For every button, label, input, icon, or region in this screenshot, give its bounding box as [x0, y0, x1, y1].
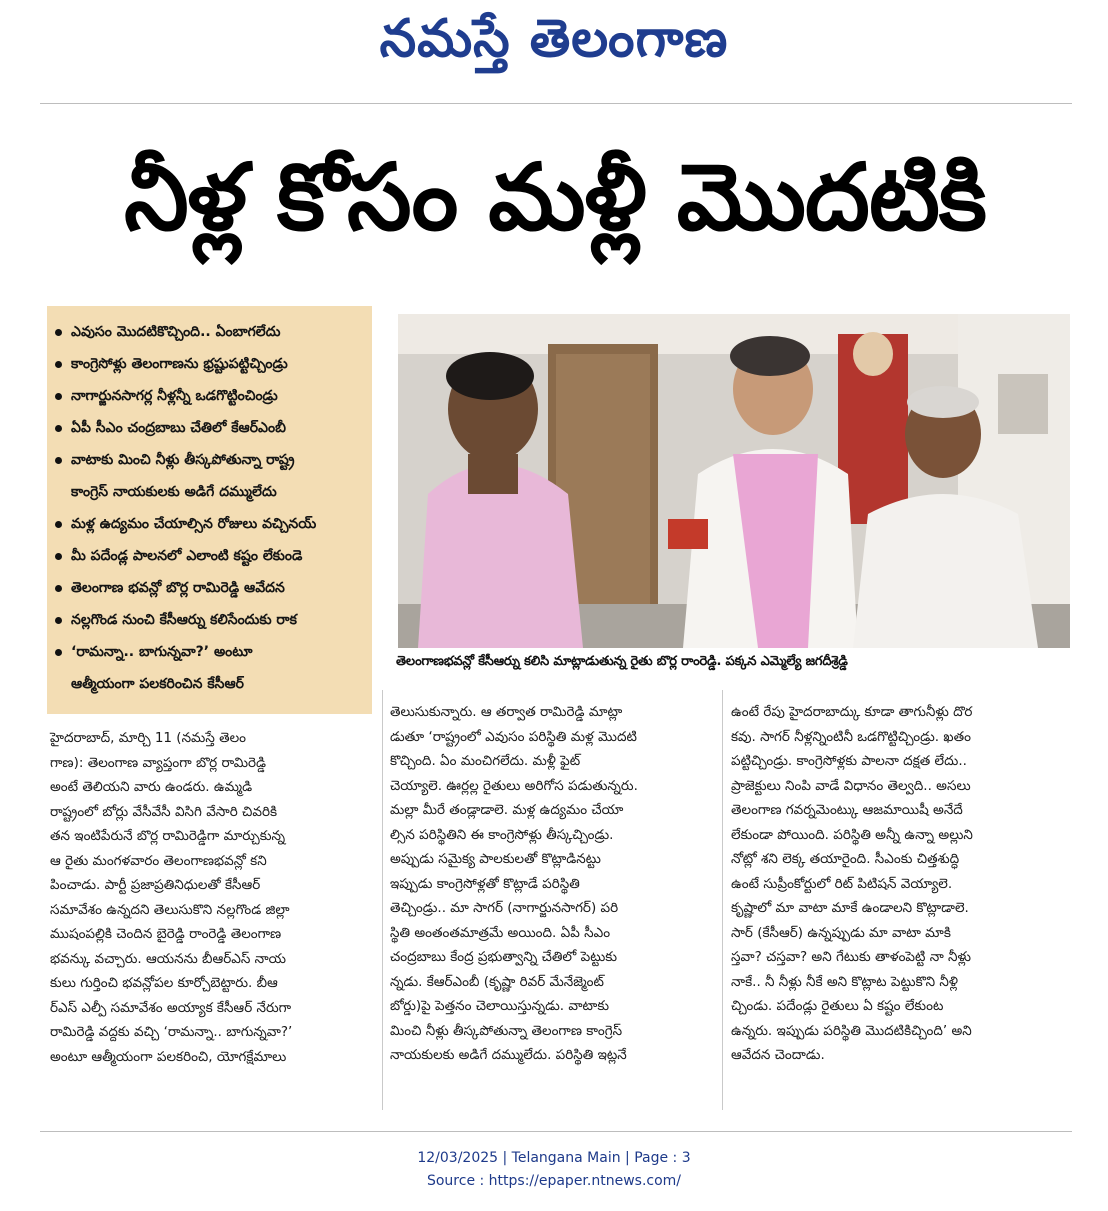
article-line: అంటూ ఆత్మీయంగా పలకరించి, యోగక్షేమాలు	[50, 1048, 287, 1065]
highlight-text: నల్లగొండ నుంచి కేసీఆర్ను కలిసేందుకు రాక	[71, 612, 297, 628]
highlight-item	[55, 316, 366, 348]
article-line: మల్లా మీరే తండ్లాడాలె. మళ్ల ఉద్యమం చేయా	[390, 802, 624, 818]
article-line: ముషంపల్లికి చెందిన బైరెడ్డి రాంరెడ్డి తెలంగాణ	[50, 926, 282, 942]
highlight-text: ఎవుసం మొదటికొచ్చింది.. ఏంబాగలేదు	[71, 324, 281, 340]
bullet-icon	[55, 649, 62, 656]
article-line: స్తవా? చస్తవా? అని గేటుకు తాళంపెట్టి నా నీళ్లు	[731, 949, 971, 965]
highlight-item	[55, 412, 366, 444]
article-line: డుతూ ‘రాష్ట్రంలో ఎవుసం పరిస్థితి మళ్ల మొదటి	[390, 728, 637, 745]
article-line: తెలుసుకున్నారు. ఆ తర్వాత రామిరెడ్డి మాట్లా	[390, 704, 623, 720]
masthead-divider	[40, 103, 1072, 104]
highlight-text: ఏపీ సీఎం చంద్రబాబు చేతిలో కేఆర్ఎంబీ	[71, 420, 286, 436]
highlight-text: మళ్ల ఉద్యమం చేయాల్సిన రోజులు వచ్చినయ్	[71, 516, 317, 532]
article-line: న్నడు. కేఆర్ఎంబీ (కృష్ణా రివర్ మేనేజ్మెంట్	[390, 973, 604, 990]
highlight-item	[55, 444, 366, 476]
article-column-1	[50, 726, 378, 1069]
article-line: లేకుండా పోయింది. పరిస్థితి అన్నీ ఉన్నా అల్లుని	[731, 826, 973, 843]
highlights-box	[47, 306, 372, 714]
article-line: ల్సిన పరిస్థితిని ఈ కాంగ్రెసోళ్లు తీస్కచ్చిండ్రు.	[390, 826, 614, 843]
article-line: గాణ): తెలంగాణ వ్యాప్తంగా బొర్ల రామిరెడ్డి	[50, 754, 266, 771]
article-line: ప్రాజెక్టులు నింపి వాడే విధానం తెల్వది.. అసలు	[731, 777, 971, 794]
highlight-item	[55, 508, 366, 540]
article-line: సమావేశం ఉన్నదని తెలుసుకొని నల్లగొండ జిల్లా	[50, 901, 290, 918]
article-line: బోర్డు)పై పెత్తనం చెలాయిస్తున్నడు. వాటాకు	[390, 998, 610, 1014]
article-line: చంద్రబాబు కేంద్ర ప్రభుత్వాన్ని చేతిలో పెట్టుకు	[390, 949, 618, 965]
highlight-text: ‘రామన్నా.. బాగున్నవా?’ అంటూ	[71, 644, 253, 660]
article-line: చెయ్యాలె. ఊర్లల్ల రైతులు అరిగోస పడుతున్నరు.	[390, 777, 638, 794]
article-line: కృష్ణాలో మా వాటా మాకే ఉండాలని కొట్లాడాలె.	[731, 900, 969, 916]
article-line: కులు గుర్తించి భవన్లోపల కూర్చోబెట్టారు. బీఆ	[50, 975, 278, 991]
article-line: ఆ రైతు మంగళవారం తెలంగాణభవన్లో కని	[50, 852, 267, 869]
article-line: పట్టిచ్చిండ్రు. కాంగ్రెసోళ్లకు పాలనా దక్షత లేదు..	[731, 753, 967, 769]
column-divider	[722, 690, 723, 1110]
photo-caption: తెలంగాణభవన్లో కేసీఆర్ను కలిసి మాట్లాడుతున్న రైతు బొర్ల రాంరెడ్డి. పక్కన ఎమ్మెల్యే జగదీశ్రెడ్డి	[396, 654, 848, 669]
article-line: సార్ (కేసీఆర్) ఉన్నప్పుడు మా వాటా మాకి	[731, 924, 951, 941]
bullet-icon	[55, 425, 62, 432]
bullet-icon	[55, 457, 62, 464]
bullet-icon	[55, 585, 62, 592]
article-line: హైదరాబాద్, మార్చి 11 (నమస్తే తెలం	[50, 730, 247, 746]
article-line: భవన్కు వచ్చారు. ఆయనను బీఆర్ఎస్ నాయ	[50, 950, 286, 967]
highlight-item	[55, 540, 366, 572]
news-photo	[398, 314, 1070, 648]
article-line: ఉంటే సుప్రీంకోర్టులో రిట్ పిటిషన్ వెయ్యాలె.	[731, 875, 953, 892]
article-line: ఉన్నరు. ఇప్పుడు పరిస్థితి మొదటికిచ్చింది’ అని	[731, 1022, 972, 1039]
highlight-text: వాటాకు మించి నీళ్లు తీస్కపోతున్నా రాష్ట్ర	[71, 452, 295, 468]
article-line: కొచ్చింది. ఏం మంచిగలేదు. మళ్లీ ఫైట్	[390, 753, 581, 769]
column-divider	[382, 690, 383, 1110]
article-line: తెలంగాణ గవర్నమెంట్కు ఆజమాయిషీ అనేదే	[731, 802, 963, 818]
photo-illustration	[398, 314, 1070, 648]
footer-divider	[40, 1131, 1072, 1132]
article-line: స్థితి అంతంతమాత్రమే అయింది. ఏపీ సీఎం	[390, 924, 611, 941]
article-line: కవు. సాగర్ నీళ్లన్నింటినీ ఒడగొట్టిచ్చిండ్రు. ఖతం	[731, 728, 971, 745]
article-line: నాయకులకు అడిగే దమ్ములేదు. పరిస్థితి ఇట్లనే	[390, 1047, 627, 1063]
highlight-text: కాంగ్రెసోళ్లు తెలంగాణను భ్రష్టుపట్టిచ్చిండ్రు	[71, 356, 288, 372]
bullet-icon	[55, 329, 62, 336]
bullet-icon	[55, 617, 62, 624]
article-line: అంటే తెలియని వారు ఉండరు. ఉమ్మడి	[50, 779, 253, 795]
highlight-text: నాగార్జునసాగర్ల నీళ్లన్నీ ఒడగొట్టించిండ్రు	[71, 388, 278, 404]
highlight-text: తెలంగాణ భవన్లో బొర్ల రామిరెడ్డి ఆవేదన	[71, 580, 285, 596]
bullet-icon	[55, 393, 62, 400]
highlight-continuation: కాంగ్రెస్ నాయకులకు అడిగే దమ్ములేదు	[71, 484, 277, 500]
article-headline: నీళ్ల కోసం మళ్లీ మొదటికి	[124, 144, 986, 251]
newspaper-masthead: నమస్తే తెలంగాణ	[379, 8, 729, 69]
article-line: మించి నీళ్లు తీస్కపోతున్నా తెలంగాణ కాంగ్రెస్	[390, 1022, 623, 1039]
article-line: పించాడు. పార్టీ ప్రజాప్రతినిధులతో కేసీఆర్	[50, 877, 261, 893]
article-line: చ్చిండు. పదేండ్లు రైతులు ఏ కష్టం లేకుంట	[731, 998, 944, 1014]
article-column-2	[390, 700, 718, 1068]
article-line: తెచ్చిండ్రు.. మా సాగర్ (నాగార్జునసాగర్) పరి	[390, 900, 619, 916]
highlight-continuation: ఆత్మీయంగా పలకరించిన కేసీఆర్	[71, 676, 244, 692]
footer-source: Source : https://epaper.ntnews.com/	[426, 1173, 682, 1189]
highlight-item	[55, 636, 366, 668]
article-line: నాకే.. నీ నీళ్లు నీకే అని కొట్లాట పెట్టుకొని నీళ్లి	[731, 973, 959, 990]
bullet-icon	[55, 361, 62, 368]
highlight-item	[55, 380, 366, 412]
article-line: ఉంటే రేపు హైదరాబాద్కు కూడా తాగునీళ్లు దొర	[731, 704, 973, 720]
article-line: నోట్లో శని లెక్క తయారైంది. సీఎంకు చిత్తశుద్ధి	[731, 851, 960, 867]
article-line: ఇప్పుడు కాంగ్రెసోళ్లతో కొట్లాడే పరిస్థితి	[390, 875, 580, 892]
bullet-icon	[55, 521, 62, 528]
highlight-item	[55, 604, 366, 636]
highlight-item	[55, 572, 366, 604]
article-column-3	[731, 700, 1061, 1068]
article-line: తన ఇంటిపేరునే బొర్ల రామిరెడ్డిగా మార్చుకున్న	[50, 828, 285, 844]
article-line: ఆవేదన చెందాడు.	[731, 1047, 825, 1063]
article-line: అప్పుడు సమైక్య పాలకులతో కొట్లాడినట్టు	[390, 851, 601, 867]
article-line: రామిరెడ్డి వద్దకు వచ్చి ‘రామన్నా.. బాగున్నవా?’	[50, 1024, 293, 1040]
article-line: రాష్ట్రంలో బోర్లు వేసీవేసీ విసిగి వేసారి చివరికి	[50, 803, 277, 820]
highlight-text: మీ పదేండ్ల పాలనలో ఎలాంటి కష్టం లేకుండె	[71, 548, 303, 564]
highlight-item	[55, 348, 366, 380]
bullet-icon	[55, 553, 62, 560]
footer-date-edition: 12/03/2025 | Telangana Main | Page : 3	[417, 1150, 691, 1166]
article-line: ర్ఎస్ ఎల్పీ సమావేశం అయ్యాక కేసీఆర్ నేరుగా	[50, 999, 292, 1016]
